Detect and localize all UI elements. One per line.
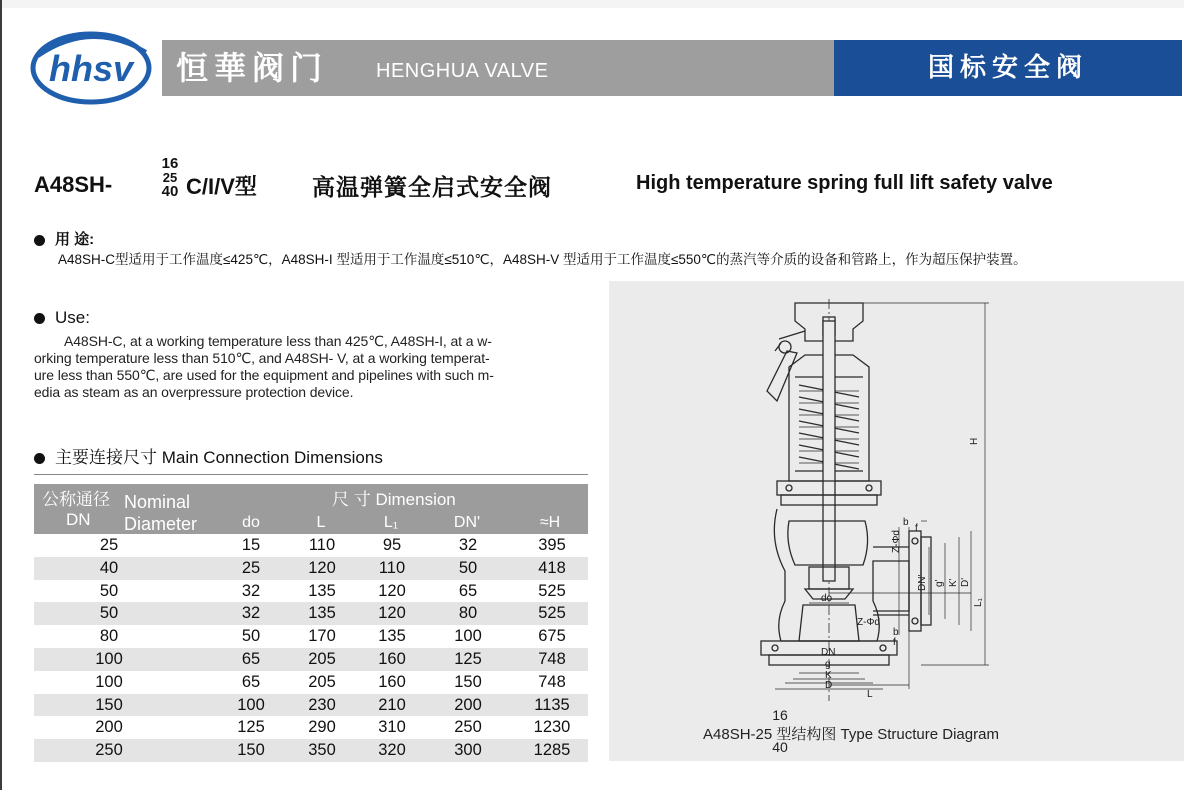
- table-cell: 95: [382, 536, 402, 554]
- brand-name-en: HENGHUA VALVE: [376, 60, 549, 82]
- table-cell: 32: [241, 604, 261, 623]
- dim-label-L: L: [867, 689, 873, 700]
- table-cell: 350: [308, 741, 336, 760]
- table-cell: 205: [308, 672, 336, 691]
- caption-pressure-mid: 25: [755, 726, 773, 743]
- table-cell: 32: [458, 536, 478, 554]
- table-cell: 310: [378, 718, 406, 737]
- table-cell: 15: [241, 536, 261, 554]
- table-row: [34, 739, 588, 762]
- dimensions-heading: 主要连接尺寸 Main Connection Dimensions: [34, 443, 383, 468]
- title-name-en: High temperature spring full lift safety valve: [636, 172, 1053, 194]
- table-cell: 120: [308, 558, 336, 577]
- table-cell: 40: [99, 558, 119, 577]
- table-cell: 120: [378, 581, 406, 600]
- dim-label-D: D: [825, 680, 833, 691]
- table-cell: 150: [237, 741, 265, 760]
- table-cell: 50: [241, 627, 261, 646]
- use-en-heading: Use:: [34, 308, 90, 328]
- table-row: [34, 671, 588, 694]
- table-cell: 748: [538, 649, 566, 668]
- table-cell: 65: [458, 581, 478, 600]
- dim-label-do: do: [821, 593, 833, 604]
- table-row: [34, 580, 588, 603]
- logo-text: hhsv: [48, 48, 134, 89]
- header-col-L1: L₁: [383, 514, 399, 531]
- header-col-do: do: [242, 514, 260, 531]
- table-cell: 290: [308, 718, 336, 737]
- table-cell: 525: [538, 581, 566, 600]
- table-cell: 80: [458, 604, 478, 623]
- table-cell: 25: [99, 536, 119, 554]
- dim-label-z-phi-d-lower: Z-Φd: [857, 617, 880, 628]
- table-cell: 32: [241, 581, 261, 600]
- table-cell: 1135: [534, 695, 570, 714]
- page-left-edge: [0, 0, 2, 790]
- table-cell: 395: [538, 536, 566, 554]
- dim-label-g-prime: g': [934, 579, 945, 587]
- brand-banner: [162, 40, 834, 96]
- table-row: [34, 625, 588, 648]
- brand-name-cn: 恒華阀门: [176, 49, 329, 87]
- table-row: [34, 602, 588, 625]
- hhsv-logo: [30, 26, 152, 106]
- table-row: [34, 534, 588, 557]
- use-en-line: ure less than 550℃, are used for the equipment and pipelines with such m-: [34, 367, 494, 383]
- table-row: [34, 648, 588, 671]
- table-header: [34, 484, 588, 534]
- title-pressure: 40: [161, 183, 179, 200]
- table-cell: 300: [454, 741, 482, 760]
- use-en-line: edia as steam as an overpressure protection device.: [34, 384, 354, 400]
- bullet-icon: [34, 313, 45, 324]
- use-en-line: A48SH-C, at a working temperature less than 425℃, A48SH-I, at a w-: [64, 333, 492, 349]
- caption-text: 型结构图 Type Structure Diagram: [776, 726, 999, 743]
- dim-label-z-phi-d: Z-Φd: [891, 530, 902, 553]
- dim-label-L1: L₁: [973, 598, 984, 607]
- table-cell: 150: [95, 695, 123, 714]
- table-cell: 205: [308, 649, 336, 668]
- table-cell: 418: [538, 558, 566, 577]
- dim-label-f-lower: f: [893, 637, 896, 648]
- header-dimension-group: 尺 寸 Dimension: [332, 490, 456, 509]
- bullet-icon: [34, 453, 45, 464]
- dim-label-K-prime: K': [948, 578, 959, 587]
- header-col-H: ≈H: [539, 514, 561, 531]
- table-cell: 160: [378, 672, 406, 691]
- header-diameter: Diameter: [124, 514, 198, 534]
- table-cell: 65: [241, 672, 261, 691]
- dim-label-dn-prime: DN': [917, 574, 928, 591]
- header-dn: DN: [66, 510, 91, 529]
- dim-label-H: H: [969, 437, 980, 445]
- table-cell: 110: [308, 536, 336, 554]
- use-en-paragraph: [34, 333, 596, 401]
- table-cell: 50: [458, 558, 478, 577]
- dim-label-DN: DN: [821, 647, 836, 658]
- use-cn-heading: 用 途:: [34, 228, 94, 249]
- table-cell: 210: [378, 695, 406, 714]
- table-cell: 110: [378, 558, 406, 577]
- table-row: [34, 694, 588, 717]
- diagram-caption: [703, 723, 999, 744]
- table-cell: 135: [308, 581, 336, 600]
- table-cell: 65: [241, 649, 261, 668]
- table-cell: 135: [308, 604, 336, 623]
- header-dn-cn: 公称通径: [42, 490, 110, 509]
- table-cell: 1230: [533, 718, 571, 737]
- table-cell: 80: [99, 627, 119, 646]
- header-nominal: Nominal: [124, 492, 191, 512]
- header-col-L: L: [316, 514, 326, 531]
- table-cell: 50: [99, 581, 119, 600]
- table-cell: 135: [378, 627, 406, 646]
- table-cell: 170: [308, 627, 336, 646]
- title-name-cn: 高温弹簧全启式安全阀: [312, 174, 552, 200]
- table-cell: 100: [95, 672, 123, 691]
- table-cell: 125: [454, 649, 482, 668]
- valve-drawing: [609, 281, 1184, 711]
- table-cell: 748: [538, 672, 566, 691]
- table-cell: 120: [378, 604, 406, 623]
- caption-model: A48SH-: [703, 726, 756, 743]
- table-row: [34, 557, 588, 580]
- table-cell: 250: [454, 718, 482, 737]
- category-slogan: 国标安全阀: [927, 53, 1088, 83]
- table-cell: 250: [95, 741, 123, 760]
- table-cell: 525: [538, 604, 566, 623]
- table-cell: 100: [454, 627, 482, 646]
- use-en-line: orking temperature less than 510℃, and A48SH- V, at a working temperat-: [34, 350, 490, 366]
- table-cell: 100: [95, 649, 123, 668]
- title-pressure-stack: [156, 156, 184, 199]
- table-cell: 25: [241, 558, 261, 577]
- table-cell: 320: [378, 741, 406, 760]
- table-cell: 50: [99, 604, 119, 623]
- title-model-suffix: C/I/V型: [186, 174, 257, 199]
- title-pressure: 25: [162, 170, 178, 185]
- title-pressure: 16: [161, 155, 179, 172]
- title-model-prefix: A48SH-: [34, 172, 113, 197]
- table-cell: 125: [237, 718, 265, 737]
- table-cell: 150: [454, 672, 482, 691]
- dim-label-f: f: [915, 523, 918, 534]
- table-cell: 200: [95, 718, 123, 737]
- table-cell: 230: [308, 695, 336, 714]
- dim-label-g: g: [825, 659, 831, 670]
- bullet-icon: [34, 235, 45, 246]
- dim-label-b: b: [903, 517, 909, 528]
- dim-label-D-prime: D': [960, 577, 971, 587]
- header-col-DN-prime: DN': [453, 514, 481, 531]
- table-cell: 200: [454, 695, 482, 714]
- structure-diagram: [609, 281, 1184, 761]
- dim-label-K: K: [825, 670, 832, 681]
- table-cell: 160: [378, 649, 406, 668]
- use-cn-paragraph: A48SH-C型适用于工作温度≤425℃，A48SH-I 型适用于工作温度≤510℃，A48SH-V 型适用于工作温度≤550℃的蒸汽等介质的设备和管路上，作为超压保护装置。: [58, 252, 1027, 267]
- table-row: [34, 716, 588, 739]
- dim-label-b-lower: b: [893, 627, 899, 638]
- table-cell: 675: [538, 627, 566, 646]
- caption-pressure: 16: [772, 707, 788, 723]
- category-banner: [834, 40, 1182, 96]
- table-body: [34, 534, 588, 762]
- table-cell: 1285: [533, 741, 571, 760]
- table-top-rule: [34, 474, 588, 475]
- page-top-edge: [0, 0, 1184, 8]
- table-cell: 100: [237, 695, 265, 714]
- caption-pressure: 40: [772, 739, 788, 755]
